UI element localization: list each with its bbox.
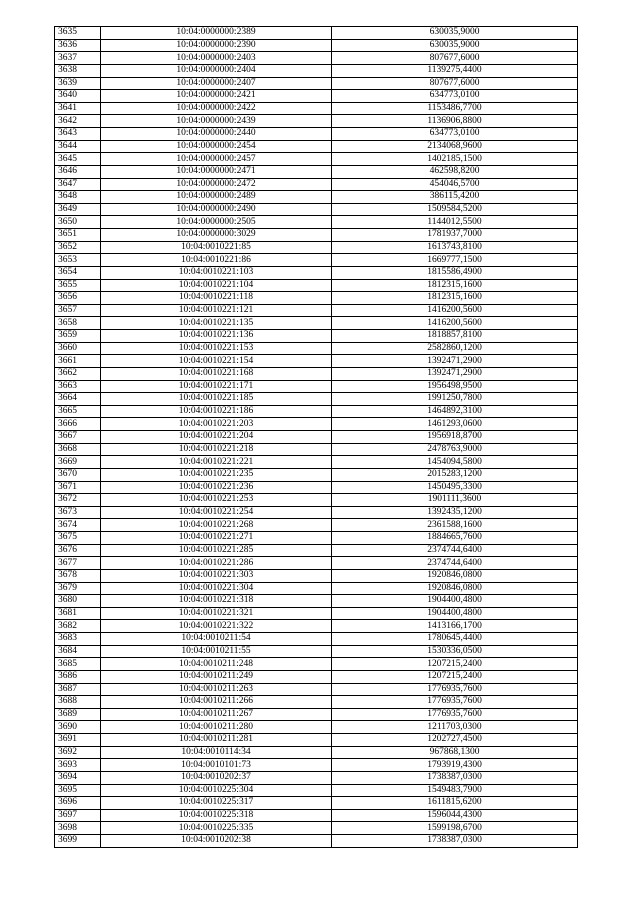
cadastral-value: 1136906,8800: [332, 115, 578, 128]
cadastral-number: 10:04:0000000:2403: [101, 52, 332, 65]
cadastral-value: 1211703,0300: [332, 721, 578, 734]
table-row: [55, 683, 578, 696]
table-row: [55, 506, 578, 519]
cadastral-value: 807677,6000: [332, 77, 578, 90]
cadastral-number: 10:04:0010225:335: [101, 822, 332, 835]
row-number: 3680: [55, 595, 101, 608]
cadastral-number: 10:04:0010221:154: [101, 355, 332, 368]
row-number: 3657: [55, 304, 101, 317]
table-row: [55, 759, 578, 772]
cadastral-value: 454046,5700: [332, 178, 578, 191]
cadastral-value: 2134068,9600: [332, 140, 578, 153]
cadastral-number: 10:04:0010211:54: [101, 633, 332, 646]
cadastral-value: 1812315,1600: [332, 279, 578, 292]
cadastral-number: 10:04:0010211:263: [101, 683, 332, 696]
table-row: [55, 380, 578, 393]
table-row: [55, 544, 578, 557]
table-row: [55, 128, 578, 141]
cadastral-number: 10:04:0010202:38: [101, 835, 332, 848]
row-number: 3669: [55, 456, 101, 469]
cadastral-value: 1780645,4400: [332, 633, 578, 646]
row-number: 3699: [55, 835, 101, 848]
table-row: [55, 279, 578, 292]
cadastral-number: 10:04:0010221:136: [101, 330, 332, 343]
cadastral-number: 10:04:0010211:248: [101, 658, 332, 671]
cadastral-number: 10:04:0000000:2422: [101, 102, 332, 115]
cadastral-number: 10:04:0000000:2404: [101, 64, 332, 77]
row-number: 3681: [55, 607, 101, 620]
cadastral-number: 10:04:0010221:135: [101, 317, 332, 330]
cadastral-value: 1416200,5600: [332, 304, 578, 317]
cadastral-number: 10:04:0000000:2389: [101, 27, 332, 40]
cadastral-value: 1991250,7800: [332, 393, 578, 406]
row-number: 3648: [55, 191, 101, 204]
table-row: [55, 582, 578, 595]
table-row: [55, 519, 578, 532]
cadastral-number: 10:04:0010221:236: [101, 481, 332, 494]
row-number: 3664: [55, 393, 101, 406]
cadastral-value: 1509584,5200: [332, 203, 578, 216]
cadastral-number: 10:04:0010221:321: [101, 607, 332, 620]
table-row: [55, 595, 578, 608]
cadastral-number: 10:04:0010225:304: [101, 784, 332, 797]
cadastral-value: 1207215,2400: [332, 658, 578, 671]
table-row: [55, 405, 578, 418]
row-number: 3672: [55, 494, 101, 507]
cadastral-number: 10:04:0010221:118: [101, 292, 332, 305]
table-row: [55, 216, 578, 229]
cadastral-value: 1920846,0800: [332, 569, 578, 582]
table-row: [55, 809, 578, 822]
cadastral-number: 10:04:0010211:249: [101, 670, 332, 683]
cadastral-value: 630035,9000: [332, 27, 578, 40]
cadastral-number: 10:04:0000000:2390: [101, 39, 332, 52]
row-number: 3643: [55, 128, 101, 141]
cadastral-value: 1781937,7000: [332, 229, 578, 242]
row-number: 3679: [55, 582, 101, 595]
row-number: 3654: [55, 266, 101, 279]
table-row: [55, 708, 578, 721]
table-row: [55, 822, 578, 835]
cadastral-number: 10:04:0010221:171: [101, 380, 332, 393]
table-row: [55, 367, 578, 380]
cadastral-value: 2015283,1200: [332, 468, 578, 481]
row-number: 3686: [55, 670, 101, 683]
table-row: [55, 90, 578, 103]
row-number: 3668: [55, 443, 101, 456]
row-number: 3676: [55, 544, 101, 557]
cadastral-value: 1413166,1700: [332, 620, 578, 633]
cadastral-number: 10:04:0010221:103: [101, 266, 332, 279]
cadastral-value: 1776935,7600: [332, 708, 578, 721]
cadastral-number: 10:04:0000000:2440: [101, 128, 332, 141]
table-row: [55, 696, 578, 709]
row-number: 3695: [55, 784, 101, 797]
cadastral-value: 1392471,2900: [332, 367, 578, 380]
row-number: 3677: [55, 557, 101, 570]
cadastral-number: 10:04:0010221:254: [101, 506, 332, 519]
cadastral-number: 10:04:0010101:73: [101, 759, 332, 772]
table-row: [55, 607, 578, 620]
table-row: [55, 557, 578, 570]
cadastral-value: 1920846,0800: [332, 582, 578, 595]
cadastral-value: 1812315,1600: [332, 292, 578, 305]
row-number: 3682: [55, 620, 101, 633]
cadastral-number: 10:04:0010211:281: [101, 734, 332, 747]
cadastral-number: 10:04:0010225:317: [101, 797, 332, 810]
cadastral-number: 10:04:0010221:204: [101, 431, 332, 444]
cadastral-value: 1776935,7600: [332, 683, 578, 696]
table-row: [55, 203, 578, 216]
row-number: 3666: [55, 418, 101, 431]
row-number: 3661: [55, 355, 101, 368]
cadastral-number: 10:04:0000000:2472: [101, 178, 332, 191]
row-number: 3647: [55, 178, 101, 191]
cadastral-value: 1738387,0300: [332, 835, 578, 848]
cadastral-value: 1549483,7900: [332, 784, 578, 797]
cadastral-value: 1904400,4800: [332, 607, 578, 620]
cadastral-value: 1776935,7600: [332, 696, 578, 709]
row-number: 3684: [55, 645, 101, 658]
cadastral-number: 10:04:0010221:121: [101, 304, 332, 317]
table-row: [55, 418, 578, 431]
table-row: [55, 64, 578, 77]
cadastral-value: 1669777,1500: [332, 254, 578, 267]
cadastral-value: 1416200,5600: [332, 317, 578, 330]
cadastral-value: 634773,0100: [332, 128, 578, 141]
row-number: 3688: [55, 696, 101, 709]
row-number: 3667: [55, 431, 101, 444]
row-number: 3678: [55, 569, 101, 582]
cadastral-value: 1904400,4800: [332, 595, 578, 608]
cadastral-value: 2478763,9000: [332, 443, 578, 456]
cadastral-number: 10:04:0000000:2505: [101, 216, 332, 229]
row-number: 3660: [55, 342, 101, 355]
row-number: 3659: [55, 330, 101, 343]
row-number: 3642: [55, 115, 101, 128]
row-number: 3693: [55, 759, 101, 772]
table-row: [55, 734, 578, 747]
cadastral-value: 634773,0100: [332, 90, 578, 103]
row-number: 3663: [55, 380, 101, 393]
row-number: 3694: [55, 771, 101, 784]
table-row: [55, 115, 578, 128]
row-number: 3685: [55, 658, 101, 671]
cadastral-value: 1139275,4400: [332, 64, 578, 77]
cadastral-value: 1956498,9500: [332, 380, 578, 393]
cadastral-value: 1956918,8700: [332, 431, 578, 444]
cadastral-number: 10:04:0010221:186: [101, 405, 332, 418]
table-row: [55, 254, 578, 267]
cadastral-value: 2374744,6400: [332, 544, 578, 557]
table-row: [55, 165, 578, 178]
cadastral-number: 10:04:0000000:2471: [101, 165, 332, 178]
table-row: [55, 443, 578, 456]
row-number: 3671: [55, 481, 101, 494]
cadastral-number: 10:04:0000000:3029: [101, 229, 332, 242]
cadastral-value: 1392471,2900: [332, 355, 578, 368]
row-number: 3650: [55, 216, 101, 229]
cadastral-value: 1202727,4500: [332, 734, 578, 747]
table-row: [55, 140, 578, 153]
table-row: [55, 153, 578, 166]
row-number: 3670: [55, 468, 101, 481]
cadastral-value: 1450495,3300: [332, 481, 578, 494]
cadastral-value: 807677,6000: [332, 52, 578, 65]
cadastral-number: 10:04:0010114:34: [101, 746, 332, 759]
cadastral-value: 1464892,3100: [332, 405, 578, 418]
row-number: 3653: [55, 254, 101, 267]
cadastral-value: 2374744,6400: [332, 557, 578, 570]
table-row: [55, 330, 578, 343]
row-number: 3689: [55, 708, 101, 721]
table-row: [55, 39, 578, 52]
cadastral-value: 1530336,0500: [332, 645, 578, 658]
cadastral-number: 10:04:0010221:322: [101, 620, 332, 633]
cadastral-number: 10:04:0010221:104: [101, 279, 332, 292]
row-number: 3655: [55, 279, 101, 292]
cadastral-value: 1144012,5500: [332, 216, 578, 229]
cadastral-number: 10:04:0000000:2407: [101, 77, 332, 90]
table-row: [55, 27, 578, 40]
table-body: [55, 27, 578, 848]
row-number: 3687: [55, 683, 101, 696]
cadastral-number: 10:04:0010202:37: [101, 771, 332, 784]
row-number: 3690: [55, 721, 101, 734]
cadastral-number: 10:04:0010225:318: [101, 809, 332, 822]
table-row: [55, 797, 578, 810]
cadastral-value: 1402185,1500: [332, 153, 578, 166]
table-row: [55, 178, 578, 191]
cadastral-number: 10:04:0010221:153: [101, 342, 332, 355]
cadastral-value: 1207215,2400: [332, 670, 578, 683]
table-row: [55, 102, 578, 115]
table-row: [55, 481, 578, 494]
table-row: [55, 456, 578, 469]
row-number: 3640: [55, 90, 101, 103]
cadastral-value: 1793919,4300: [332, 759, 578, 772]
table-row: [55, 645, 578, 658]
row-number: 3639: [55, 77, 101, 90]
cadastral-value: 1815586,4900: [332, 266, 578, 279]
table-row: [55, 266, 578, 279]
cadastral-value-table: [54, 26, 578, 848]
cadastral-number: 10:04:0000000:2454: [101, 140, 332, 153]
row-number: 3674: [55, 519, 101, 532]
table-row: [55, 620, 578, 633]
cadastral-number: 10:04:0010221:218: [101, 443, 332, 456]
table-row: [55, 569, 578, 582]
row-number: 3636: [55, 39, 101, 52]
table-row: [55, 317, 578, 330]
row-number: 3697: [55, 809, 101, 822]
cadastral-number: 10:04:0010221:285: [101, 544, 332, 557]
cadastral-number: 10:04:0010221:304: [101, 582, 332, 595]
cadastral-value: 1599198,6700: [332, 822, 578, 835]
row-number: 3696: [55, 797, 101, 810]
cadastral-number: 10:04:0010221:168: [101, 367, 332, 380]
row-number: 3665: [55, 405, 101, 418]
cadastral-number: 10:04:0010221:203: [101, 418, 332, 431]
table-row: [55, 721, 578, 734]
table-row: [55, 746, 578, 759]
cadastral-number: 10:04:0000000:2490: [101, 203, 332, 216]
row-number: 3644: [55, 140, 101, 153]
table-row: [55, 658, 578, 671]
cadastral-number: 10:04:0010221:86: [101, 254, 332, 267]
cadastral-number: 10:04:0010221:303: [101, 569, 332, 582]
row-number: 3673: [55, 506, 101, 519]
table-row: [55, 342, 578, 355]
cadastral-number: 10:04:0010221:221: [101, 456, 332, 469]
cadastral-number: 10:04:0010221:253: [101, 494, 332, 507]
cadastral-number: 10:04:0000000:2489: [101, 191, 332, 204]
cadastral-value: 1738387,0300: [332, 771, 578, 784]
table-row: [55, 77, 578, 90]
table-row: [55, 229, 578, 242]
cadastral-number: 10:04:0000000:2439: [101, 115, 332, 128]
row-number: 3652: [55, 241, 101, 254]
cadastral-value: 1901111,3600: [332, 494, 578, 507]
row-number: 3698: [55, 822, 101, 835]
table-row: [55, 292, 578, 305]
table-row: [55, 304, 578, 317]
table-row: [55, 532, 578, 545]
cadastral-value: 386115,4200: [332, 191, 578, 204]
cadastral-value: 630035,9000: [332, 39, 578, 52]
row-number: 3651: [55, 229, 101, 242]
row-number: 3692: [55, 746, 101, 759]
table-row: [55, 835, 578, 848]
cadastral-value: 1392435,1200: [332, 506, 578, 519]
cadastral-number: 10:04:0010211:267: [101, 708, 332, 721]
cadastral-value: 1454094,5800: [332, 456, 578, 469]
cadastral-value: 462598,8200: [332, 165, 578, 178]
table-row: [55, 784, 578, 797]
cadastral-number: 10:04:0010221:268: [101, 519, 332, 532]
cadastral-value: 2361588,1600: [332, 519, 578, 532]
cadastral-number: 10:04:0010221:318: [101, 595, 332, 608]
cadastral-value: 2582860,1200: [332, 342, 578, 355]
table-row: [55, 633, 578, 646]
cadastral-number: 10:04:0010221:271: [101, 532, 332, 545]
row-number: 3638: [55, 64, 101, 77]
cadastral-value: 1611815,6200: [332, 797, 578, 810]
cadastral-value: 1884665,7600: [332, 532, 578, 545]
cadastral-value: 1613743,8100: [332, 241, 578, 254]
row-number: 3635: [55, 27, 101, 40]
table-row: [55, 191, 578, 204]
table-row: [55, 355, 578, 368]
row-number: 3662: [55, 367, 101, 380]
cadastral-number: 10:04:0010221:85: [101, 241, 332, 254]
cadastral-number: 10:04:0010221:185: [101, 393, 332, 406]
table-row: [55, 771, 578, 784]
table-row: [55, 494, 578, 507]
row-number: 3641: [55, 102, 101, 115]
table-row: [55, 670, 578, 683]
table-row: [55, 52, 578, 65]
cadastral-number: 10:04:0010221:235: [101, 468, 332, 481]
row-number: 3675: [55, 532, 101, 545]
cadastral-number: 10:04:0010211:55: [101, 645, 332, 658]
cadastral-number: 10:04:0000000:2421: [101, 90, 332, 103]
row-number: 3649: [55, 203, 101, 216]
row-number: 3683: [55, 633, 101, 646]
table-row: [55, 241, 578, 254]
row-number: 3645: [55, 153, 101, 166]
cadastral-value: 967868,1300: [332, 746, 578, 759]
table-row: [55, 468, 578, 481]
cadastral-value: 1461293,0600: [332, 418, 578, 431]
cadastral-number: 10:04:0010211:280: [101, 721, 332, 734]
cadastral-number: 10:04:0000000:2457: [101, 153, 332, 166]
cadastral-value: 1818857,8100: [332, 330, 578, 343]
row-number: 3637: [55, 52, 101, 65]
cadastral-value: 1153486,7700: [332, 102, 578, 115]
row-number: 3691: [55, 734, 101, 747]
row-number: 3658: [55, 317, 101, 330]
row-number: 3656: [55, 292, 101, 305]
cadastral-number: 10:04:0010211:266: [101, 696, 332, 709]
cadastral-number: 10:04:0010221:286: [101, 557, 332, 570]
cadastral-value: 1596044,4300: [332, 809, 578, 822]
table-row: [55, 431, 578, 444]
table-row: [55, 393, 578, 406]
row-number: 3646: [55, 165, 101, 178]
